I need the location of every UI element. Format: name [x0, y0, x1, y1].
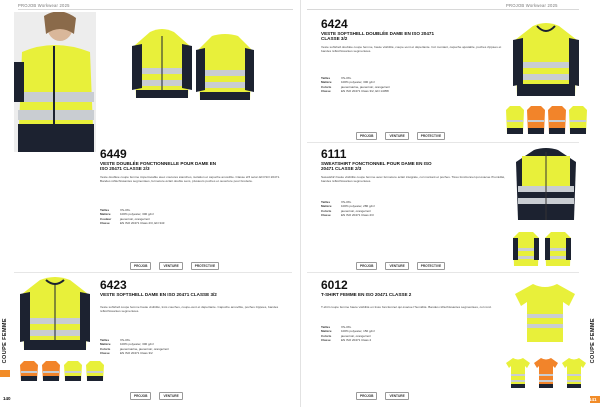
spec-key: Matière	[321, 80, 332, 85]
spec-value: jaune/noir, orange/noir	[341, 208, 371, 213]
spec-key: Couleur	[100, 216, 112, 221]
variant-thumb	[562, 356, 586, 388]
variant-thumb	[545, 230, 571, 266]
logo-badge: VENTURE	[385, 392, 408, 400]
section-color-badge	[0, 370, 10, 377]
running-header-left: PROJOB Workwear 2025	[18, 3, 70, 8]
product-image-6449-front	[132, 28, 192, 111]
spec-list-6424	[321, 76, 471, 93]
spec-row	[100, 351, 250, 355]
spec-key: Tailles	[321, 76, 331, 80]
logo-badge: PROJOB	[356, 132, 377, 140]
spec-row	[100, 221, 250, 225]
logo-badge: PROJOB	[130, 392, 151, 400]
spec-key: Coloris	[321, 84, 332, 89]
logo-badge: VENTURE	[159, 262, 182, 270]
page-number-left: 140	[3, 396, 11, 401]
product-image-6424	[513, 22, 579, 105]
variant-thumb	[42, 359, 60, 381]
spec-key: Coloris	[321, 333, 332, 338]
spec-key: Classe	[100, 350, 110, 355]
spec-value: EN ISO 20471 Class 3/2, EN 14058	[341, 88, 389, 93]
variant-thumb	[569, 104, 587, 134]
spec-row	[321, 338, 471, 342]
spec-value: XS-3XL	[120, 208, 131, 212]
spec-key: Classe	[321, 212, 331, 217]
logo-badge: PROTECTIVE	[191, 262, 219, 270]
product-image-6423	[20, 276, 90, 359]
spec-value: jaune/noir, orange/noir	[120, 216, 150, 221]
spec-value: 100% polyester, 300 g/m²	[120, 212, 155, 217]
product-code-6111: 6111	[321, 147, 347, 161]
variant-thumb	[20, 359, 38, 381]
section-divider	[307, 142, 579, 143]
color-variants-6012	[506, 356, 586, 388]
spec-value: EN ISO 20471 Class 2	[341, 337, 372, 342]
product-subtitle-6111: SWEATSHIRT FONCTIONNEL POUR DAME EN ISO 20471 CLASSE 2/3	[321, 161, 432, 172]
spec-value: 100% polyester, 300 g/m²	[120, 342, 155, 347]
product-subtitle-6449: VESTE DOUBLÉE FONCTIONNELLE POUR DAME EN ISO 20471 CLASSE 2/3	[100, 161, 217, 172]
product-image-6012	[515, 282, 575, 349]
product-subtitle-6424: VESTE SOFTSHELL DOUBLÉE DAME EN ISO 20471 CLASSE 3/2	[321, 31, 434, 42]
spec-key: Tailles	[321, 325, 331, 329]
spec-list-6449	[100, 208, 250, 225]
spec-value: jaune/noir, orange/noir	[341, 333, 371, 338]
logo-badge: PROJOB	[356, 392, 377, 400]
spec-value: 100% polyester, 300 g/m²	[341, 80, 376, 85]
variant-thumb	[513, 230, 539, 266]
variant-thumb	[534, 356, 558, 388]
logo-badge: VENTURE	[159, 392, 182, 400]
spec-key: Matière	[321, 329, 332, 334]
spec-key: Classe	[100, 220, 110, 225]
product-subtitle-6423: VESTE SOFTSHELL DAME EN ISO 20471 CLASSE 3/2	[100, 292, 217, 297]
certification-logos-6012	[356, 392, 409, 400]
header-rule	[18, 9, 293, 10]
header-rule	[307, 9, 579, 10]
color-variants-6424	[506, 104, 587, 134]
spec-value: XS-3XL	[341, 76, 352, 80]
product-code-6012: 6012	[321, 278, 348, 292]
spec-value: XS-3XL	[341, 325, 352, 329]
spec-value: 100% polyester, 150 g/m²	[341, 329, 376, 334]
logo-badge: PROTECTIVE	[417, 262, 445, 270]
certification-logos-6424	[356, 132, 445, 140]
spec-list-6423	[100, 338, 250, 355]
spec-value: jaune/marine, jaune/noir, orange/noir	[341, 84, 390, 89]
product-description-6423: Veste softshell coupe femme haute visibilité, trois couches, coupe-vent et déperlante. Capuche amovible, poches zippées, bandes réfléchissantes segmentées.	[100, 305, 279, 314]
section-divider	[14, 272, 292, 273]
spec-key: Tailles	[100, 208, 110, 212]
spec-key: Matière	[100, 342, 111, 347]
spec-key: Matière	[321, 204, 332, 209]
right-page	[300, 0, 600, 407]
spec-key: Tailles	[321, 200, 331, 204]
product-code-6449: 6449	[100, 147, 127, 161]
product-description-6012: T-shirt coupe femme haute visibilité en tissu fonctionnel qui évacue l'humidité. Bandes réfléchissantes segmentées, col rond.	[321, 305, 492, 309]
spec-key: Classe	[321, 88, 331, 93]
variant-thumb	[506, 356, 530, 388]
spec-value: XS-3XL	[120, 338, 131, 342]
running-header-right: PROJOB Workwear 2025	[506, 3, 558, 8]
spec-list-6111	[321, 200, 471, 217]
logo-badge: PROJOB	[356, 262, 377, 270]
variant-thumb	[548, 104, 566, 134]
logo-badge: VENTURE	[385, 262, 408, 270]
model-photo-6449	[14, 12, 96, 152]
spec-list-6012	[321, 325, 471, 342]
product-code-6424: 6424	[321, 17, 348, 31]
color-variants-6111	[513, 230, 571, 266]
spec-key: Matière	[100, 212, 111, 217]
spec-value: 100% polyester, 280 g/m²	[341, 204, 376, 209]
section-side-label-left: COUPE FEMME	[2, 318, 8, 364]
logo-badge: PROJOB	[130, 262, 151, 270]
section-side-label-right: COUPE FEMME	[590, 318, 596, 364]
spec-key: Coloris	[321, 208, 332, 213]
spec-key: Coloris	[100, 346, 111, 351]
variant-thumb	[527, 104, 545, 134]
variant-thumb	[506, 104, 524, 134]
product-image-6111	[514, 146, 578, 229]
product-description-6111: Sweatshirt haute visibilité coupe femme avec fermeture éclair intégrale, col montant et poches. Tissu fonctionnel qui évacue l'humidité, bandes réfléchissantes segmentées.	[321, 175, 506, 184]
page-number-right: 141	[589, 397, 597, 402]
variant-thumb	[86, 359, 104, 381]
product-image-6449-back	[196, 32, 254, 111]
product-description-6449: Veste doublée coupe femme imperméable avec coutures étanches, isolation et capuche amovible. Classe 2/3 selon EN ISO 20471. Bandes réfléchissantes segmentées, fermeture éclair double sens, plusieurs poches et ouverture pour broderie.	[100, 175, 281, 184]
logo-badge: PROTECTIVE	[417, 132, 445, 140]
product-code-6423: 6423	[100, 278, 127, 292]
logo-badge: VENTURE	[385, 132, 408, 140]
section-divider	[307, 272, 579, 273]
spec-value: EN ISO 20471 Class 2/3, EN 343	[120, 220, 165, 225]
certification-logos-6111	[356, 262, 445, 270]
spec-value: EN ISO 20471 Class 3/2	[120, 350, 153, 355]
spec-key: Classe	[321, 337, 331, 342]
spec-row	[321, 213, 471, 217]
spec-value: XS-3XL	[341, 200, 352, 204]
variant-thumb	[64, 359, 82, 381]
spec-value: EN ISO 20471 Class 2/3	[341, 212, 374, 217]
spec-row	[321, 89, 471, 93]
certification-logos-6423	[130, 392, 183, 400]
color-variants-6423	[20, 359, 104, 381]
spec-value: jaune/marine, jaune/noir, orange/noir	[120, 346, 169, 351]
product-description-6424: Veste softshell doublée coupe femme, haute visibilité, coupe-vent et déperlante. Col montant, capuche ajustable, poches zippées et bandes réfléchissantes segmentées.	[321, 45, 502, 54]
spec-key: Tailles	[100, 338, 110, 342]
product-subtitle-6012: T-SHIRT FEMME EN ISO 20471 CLASSE 2	[321, 292, 412, 297]
certification-logos-6449	[130, 262, 219, 270]
